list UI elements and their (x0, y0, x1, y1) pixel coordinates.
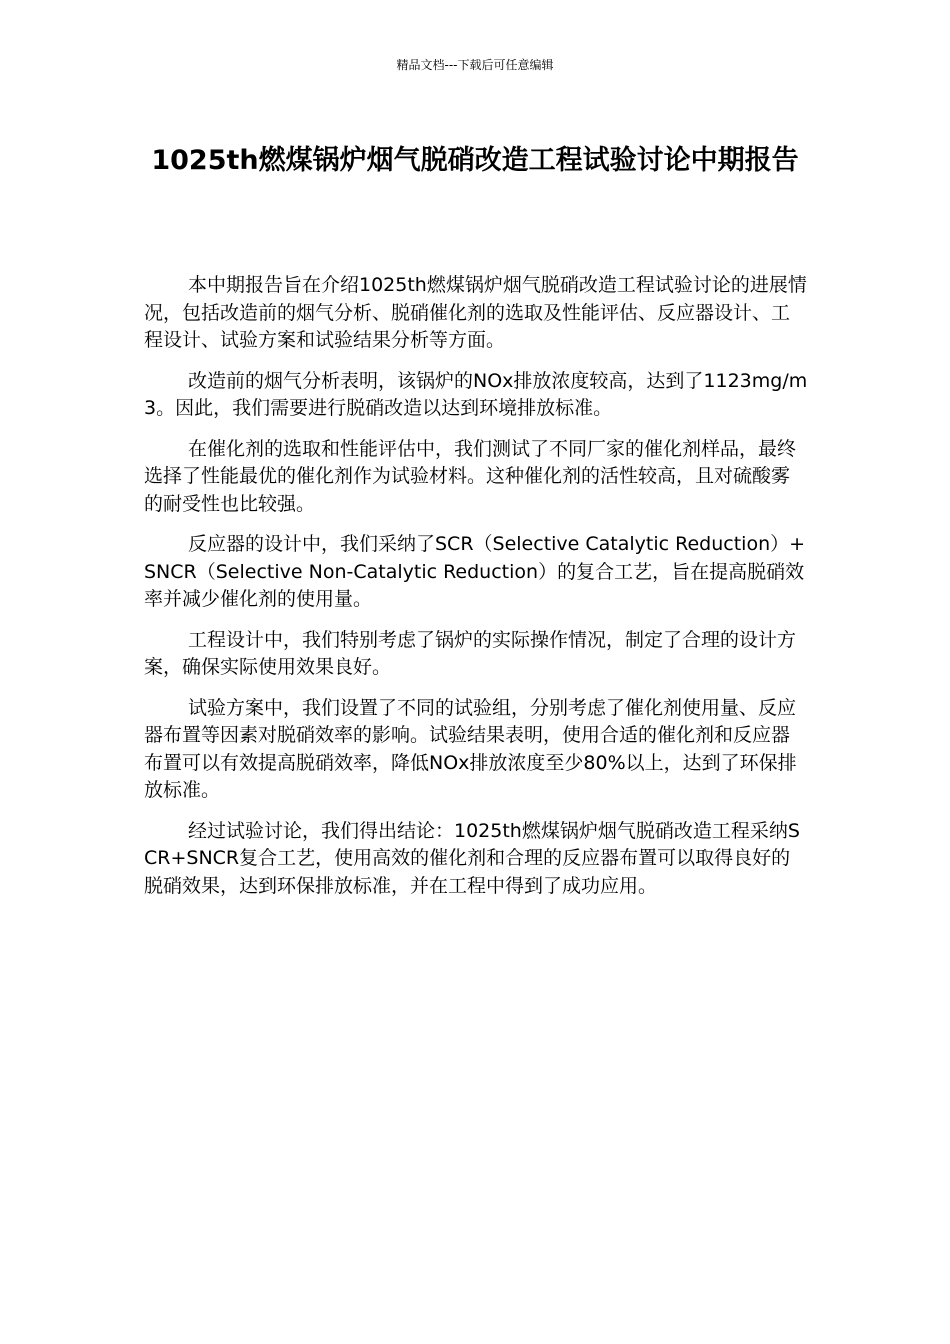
paragraph-conclusion: 经过试验讨论，我们得出结论：1025th燃煤锅炉烟气脱硝改造工程采纳SCR+SNCR复合工艺，使用高效的催化剂和合理的反应器布置可以取得良好的脱硝效果，达到环保排放标准，并在工程中得到了成功应用。 (144, 819, 800, 897)
paragraph-test-plan: 试验方案中，我们设置了不同的试验组，分别考虑了催化剂使用量、反应器布置等因素对脱硝效率的影响。试验结果表明，使用合适的催化剂和反应器布置可以有效提高脱硝效率，降低NOx排放浓度至少80%以上，达到了环保排放标准。 (144, 696, 797, 801)
document-body (144, 272, 808, 913)
paragraph-flue-gas-analysis: 改造前的烟气分析表明，该锅炉的NOx排放浓度较高，达到了1123mg/m3。因此，我们需要进行脱硝改造以达到环境排放标准。 (144, 369, 808, 419)
paragraph-catalyst-selection: 在催化剂的选取和性能评估中，我们测试了不同厂家的催化剂样品，最终选择了性能最优的催化剂作为试验材料。这种催化剂的活性较高，且对硫酸雾的耐受性也比较强。 (144, 437, 797, 515)
paragraph-engineering-design: 工程设计中，我们特别考虑了锅炉的实际操作情况，制定了合理的设计方案，确保实际使用效果良好。 (144, 628, 797, 678)
document-title: 1025th燃煤锅炉烟气脱硝改造工程试验讨论中期报告 (151, 145, 799, 176)
paragraph-reactor-design: 反应器的设计中，我们采纳了SCR（Selective Catalytic Reduction）+SNCR（Selective Non-Catalytic Reduction）的复合工艺，旨在提高脱硝效率并减少催化剂的使用量。 (144, 533, 806, 610)
paragraph-intro: 本中期报告旨在介绍1025th燃煤锅炉烟气脱硝改造工程试验讨论的进展情况，包括改造前的烟气分析、脱硝催化剂的选取及性能评估、反应器设计、工程设计、试验方案和试验结果分析等方面。 (144, 274, 807, 351)
header-note: 精品文档---下载后可任意编辑 (396, 58, 554, 72)
